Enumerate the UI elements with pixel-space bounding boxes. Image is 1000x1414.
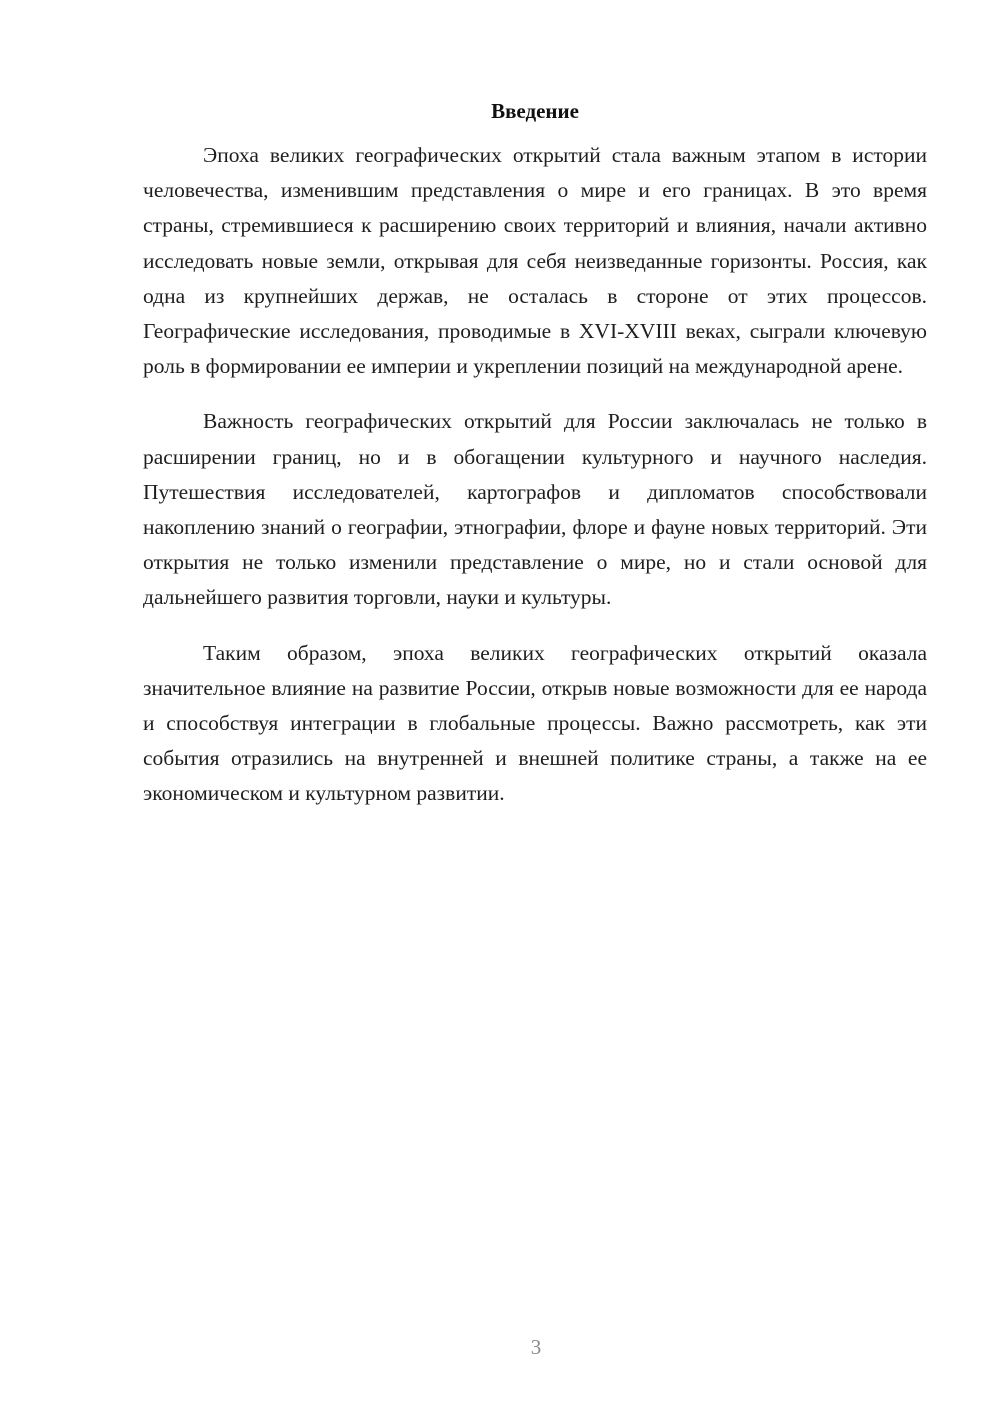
paragraph-1: Эпоха великих географических открытий стала важным этапом в истории человечества, изменившим представления о мире и его границах. В это время страны, стремившиеся к расширению своих территорий и влияния, начали активно исследовать новые земли, открывая для себя неизведанные горизонты. Россия, как одна из крупнейших держав, не осталась в стороне от этих процессов. Географические исследования, проводимые в XVI-XVIII веках, сыграли ключевую роль в формировании ее империи и укреплении позиций на международной арене. [143, 143, 927, 379]
page-number: 3 [530, 1335, 542, 1359]
document-body [143, 96, 927, 832]
paragraph-3: Таким образом, эпоха великих географических открытий оказала значительное влияние на развитие России, открыв новые возможности для ее народа и способствуя интеграции в глобальные процессы. Важно рассмотреть, как эти события отразились на внутренней и внешней политике страны, а также на ее экономическом и культурном развитии. [143, 640, 927, 806]
section-heading: Введение [491, 99, 579, 123]
paragraph-2: Важность географических открытий для России заключалась не только в расширении границ, но и в обогащении культурного и научного наследия. Путешествия исследователей, картографов и дипломатов способствовали накоплению знаний о географии, этнографии, флоре и фауне новых территорий. Эти открытия не только изменили представление о мире, но и стали основой для дальнейшего развития торговли, науки и культуры. [143, 409, 927, 610]
